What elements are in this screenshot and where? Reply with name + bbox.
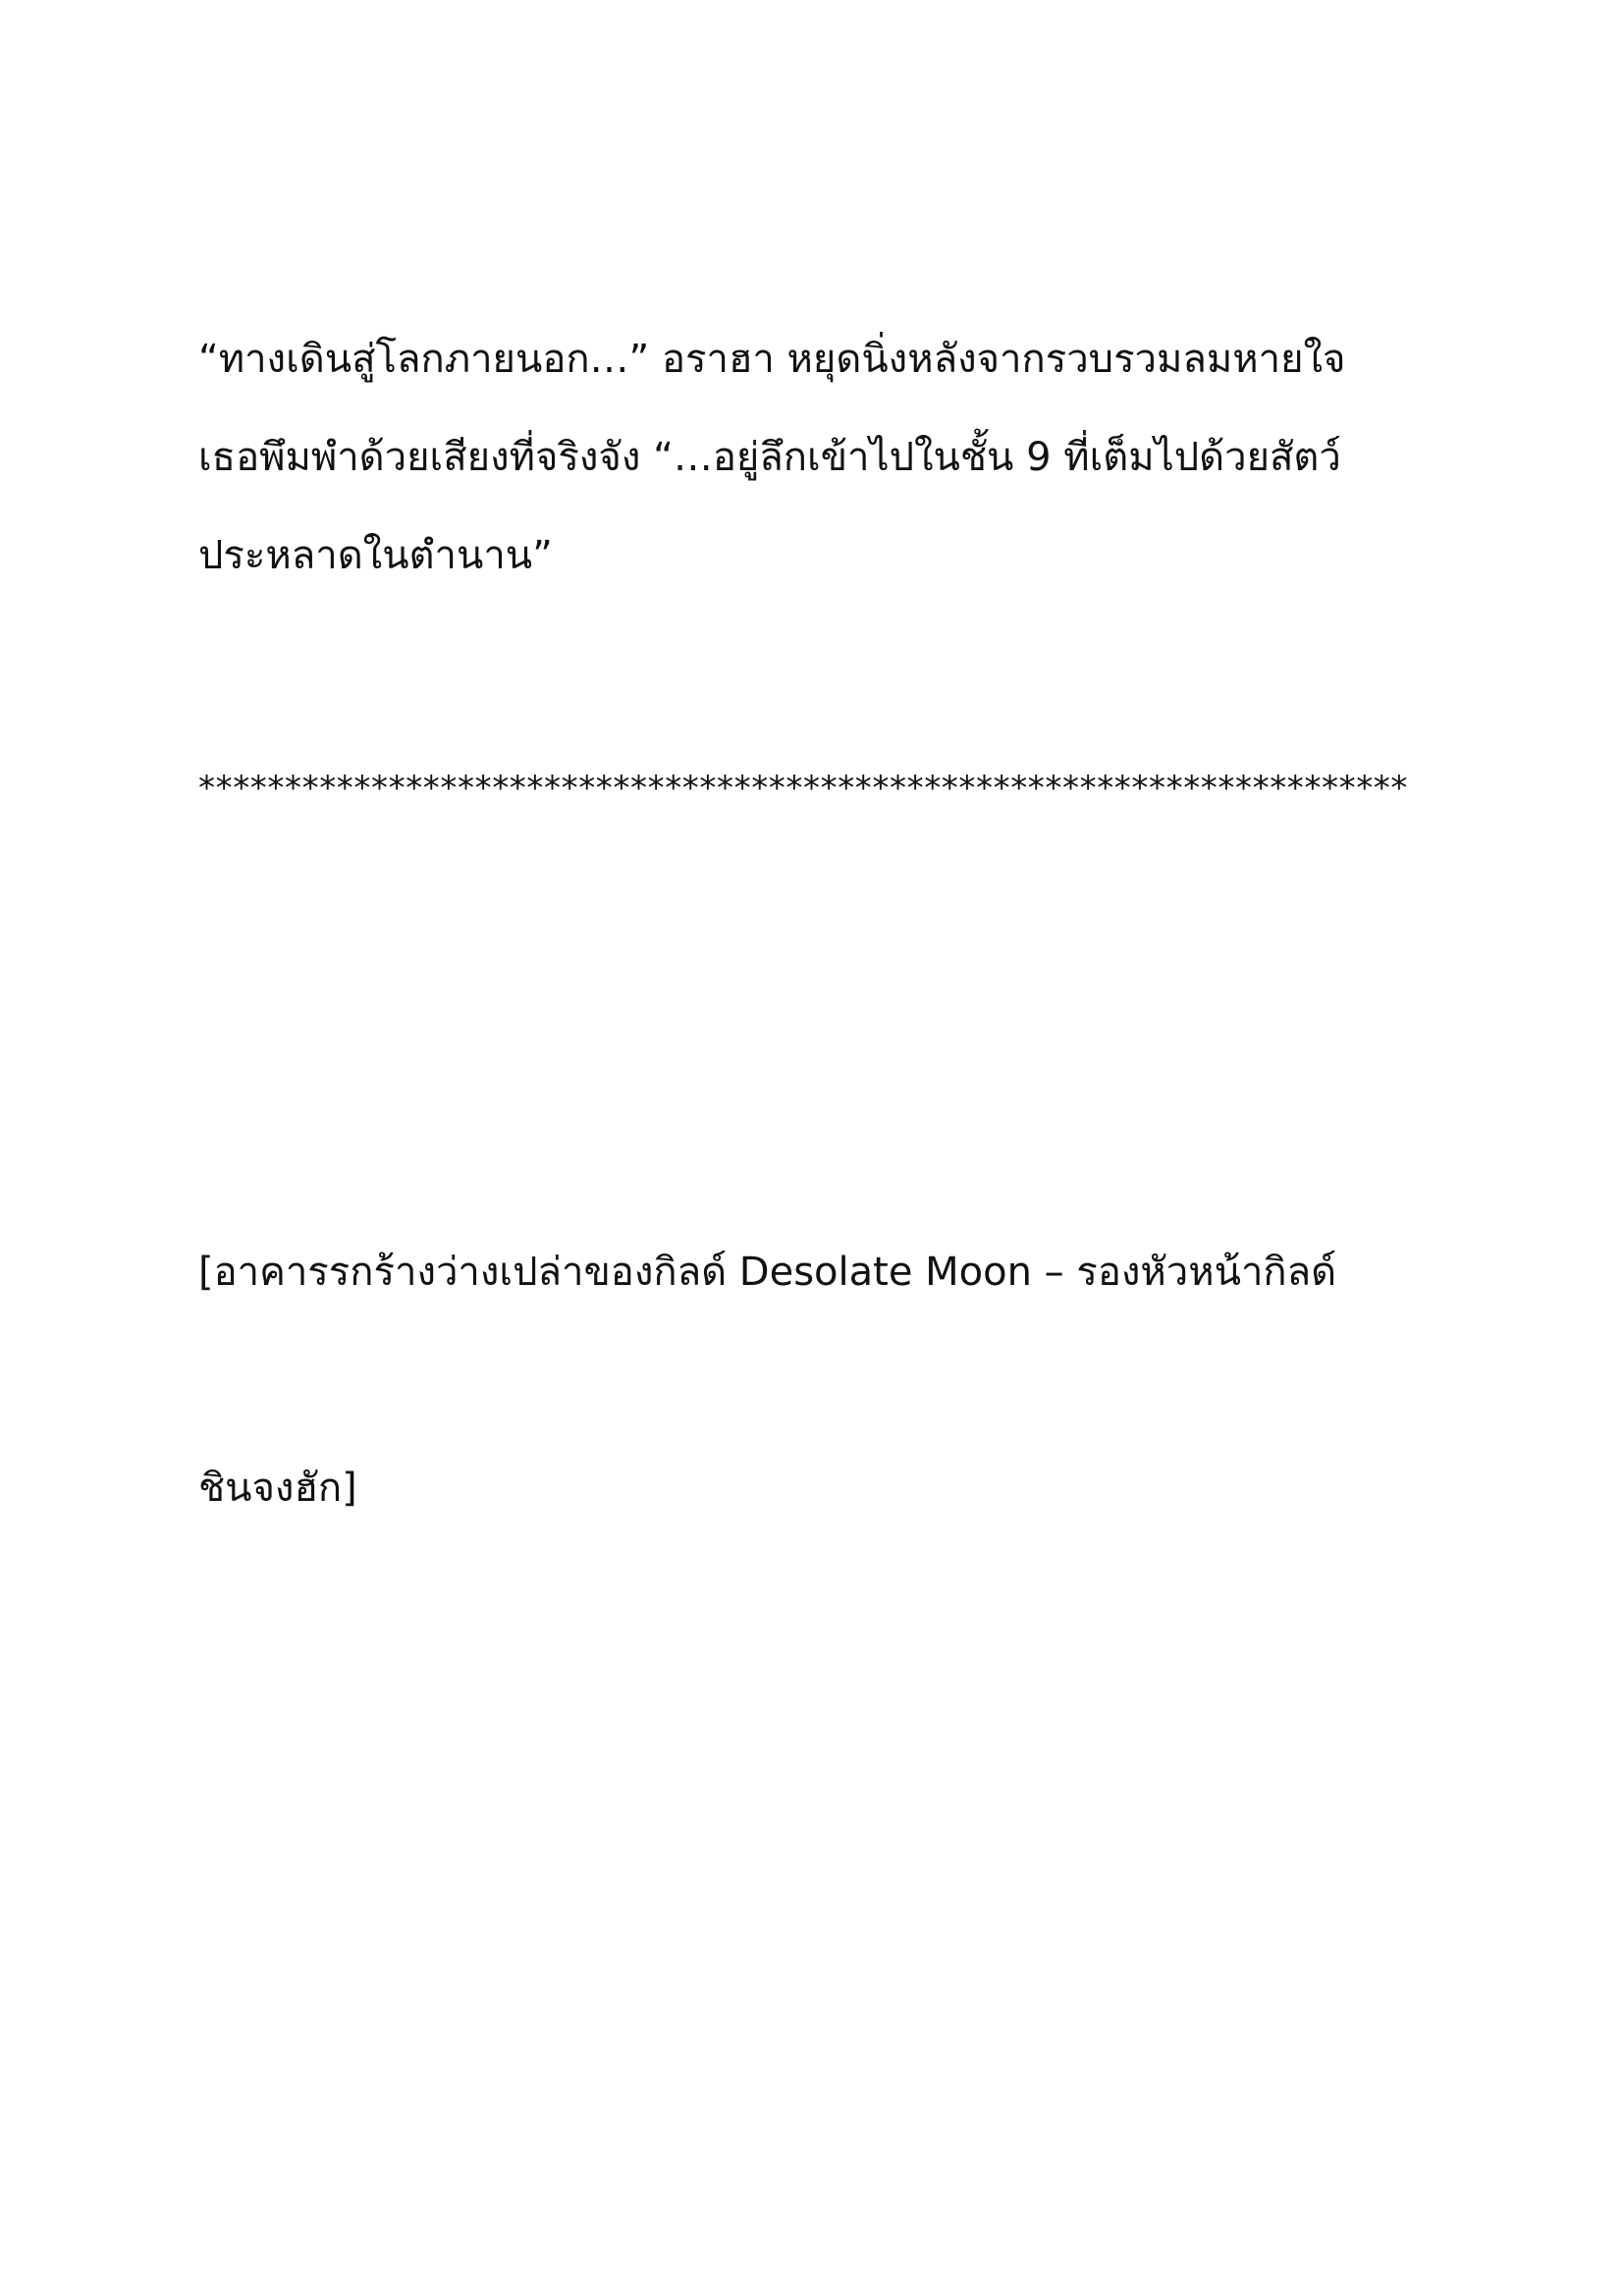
paragraph-line-3: ประหลาดในตำนาน”: [198, 533, 553, 578]
scene-heading-line-1: [อาคารรกร้างว่างเปล่าของกิลด์ Desolate Moon – รองหัวหน้ากิลด์: [198, 1250, 1337, 1295]
paragraph-line-2: เธอพึมพำด้วยเสียงที่จริงจัง “…อยู่ลึกเข้าไปในชั้น 9 ที่เต็มไปด้วยสัตว์: [198, 435, 1341, 480]
paragraph-line-1: “ทางเดินสู่โลกภายนอก…” อราฮา หยุดนิ่งหลังจากรวบรวมลมหายใจ: [198, 337, 1346, 382]
section-separator: **********************************************************************: [198, 769, 1408, 808]
scene-heading-line-2: ชินจงฮัก]: [198, 1466, 357, 1511]
